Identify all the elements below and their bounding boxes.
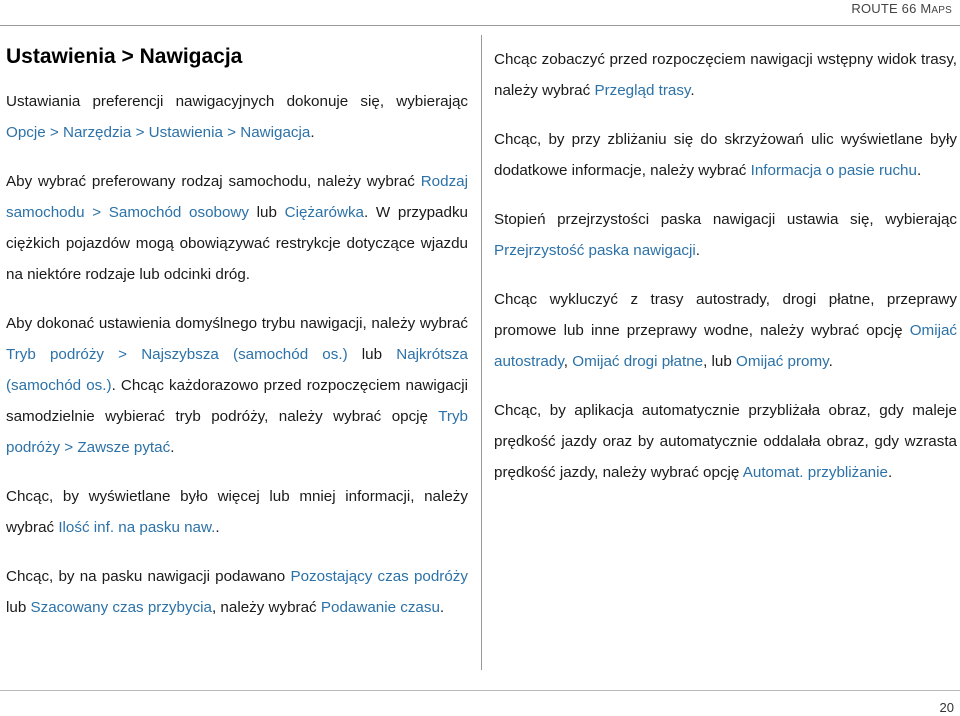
text: , należy wybrać [211,599,321,616]
text: . [916,162,922,179]
text: lub [6,599,31,616]
text: Aby wybrać preferowany rodzaj samochodu, należy wybrać [6,173,421,190]
page-number: 20 [939,700,954,715]
text: , [563,353,573,370]
paragraph-car-type [6,166,468,290]
paragraph-transparency [494,204,957,266]
text: Chcąc, by wyświetlane było więcej lub mniej informacji, należy wybrać [6,488,468,536]
menu-option-auto-zoom: Automat. przybliżanie [742,464,888,481]
menu-option-truck: Ciężarówka [284,204,364,221]
text: Chcąc wykluczyć z trasy autostrady, drogi płatne, przeprawy promowe lub inne przeprawy wodne, należy wybrać opcję [494,291,957,339]
text: . [828,353,833,370]
paragraph-route-preview [494,44,957,106]
menu-option-remaining-time: Pozostający czas podróży [290,568,468,585]
text: Stopień przejrzystości paska nawigacji ustawia się, wybierając [494,211,957,228]
right-column [494,44,957,506]
text: Chcąc zobaczyć przed rozpoczęciem nawigacji wstępny widok trasy, należy wybrać [494,51,957,99]
footer-rule [0,690,960,691]
menu-option-bar-transparency: Przejrzystość paska nawigacji [494,242,696,259]
text: . [170,439,175,456]
brand-name-smallcaps: APS [931,5,952,16]
text: . [439,599,445,616]
menu-path-fastest: Tryb podróży > Najszybsza (samochód os.) [6,346,348,363]
menu-option-avoid-highways: Omijać autostrady [494,322,957,370]
text: . [215,519,220,536]
menu-option-eta: Szacowany czas przybycia [30,599,212,616]
text: Chcąc, by aplikacja automatycznie przybliżała obraz, gdy maleje prędkość jazdy oraz by automatycznie oddalała obraz, gdy wzrasta prędkość jazdy, należy wybrać opcję [494,402,957,481]
text: Chcąc, by na pasku nawigacji podawano [6,568,291,585]
paragraph-intro [6,86,468,148]
text: . [690,82,695,99]
text: . W przypadku ciężkich pojazdów mogą obowiązywać restrykcje dotyczące wjazdu na niektóre rodzaje lub odcinki dróg. [6,204,468,283]
menu-option-info-amount: Ilość inf. na pasku naw. [58,519,216,536]
text: , lub [703,353,737,370]
menu-path-always-ask: Tryb podróży > Zawsze pytać [6,408,468,456]
paragraph-avoid [494,284,957,377]
menu-option-avoid-ferries: Omijać promy [736,353,829,370]
left-column [6,40,468,641]
text: lub [347,346,397,363]
text: Chcąc, by przy zbliżaniu się do skrzyżowań ulic wyświetlane były dodatkowe informacje, należy wybrać [494,131,957,179]
menu-option-avoid-toll-roads: Omijać drogi płatne [572,353,704,370]
paragraph-lane-info [494,124,957,186]
header-rule [0,25,960,26]
text: Ustawiania preferencji nawigacyjnych dokonuje się, wybierając [6,93,468,110]
menu-path-passenger-car: Rodzaj samochodu > Samochód osobowy [6,173,468,221]
text: lub [249,204,285,221]
menu-option-time-display: Podawanie czasu [320,599,440,616]
paragraph-travel-mode [6,308,468,463]
paragraph-info-amount [6,481,468,543]
text: Aby dokonać ustawienia domyślnego trybu nawigacji, należy wybrać [6,315,468,332]
brand-name: ROUTE 66 M [851,1,932,16]
menu-option-route-preview: Przegląd trasy [594,82,691,99]
text: . [887,464,893,481]
column-divider [481,35,482,670]
menu-path-navigation: Opcje > Narzędzia > Ustawienia > Nawigacja [6,124,311,141]
paragraph-time-display [6,561,468,623]
text: . [695,242,700,259]
text: . Chcąc każdorazowo przed rozpoczęciem nawigacji samodzielnie wybierać tryb podróży, należy wybrać opcję [6,377,468,425]
menu-option-shortest: Najkrótsza (samochód os.) [6,346,468,394]
menu-option-lane-info: Informacja o pasie ruchu [750,162,917,179]
text: . [310,124,315,141]
paragraph-auto-zoom [494,395,957,488]
section-title: Ustawienia > Nawigacja [6,45,243,68]
running-header [851,1,952,16]
